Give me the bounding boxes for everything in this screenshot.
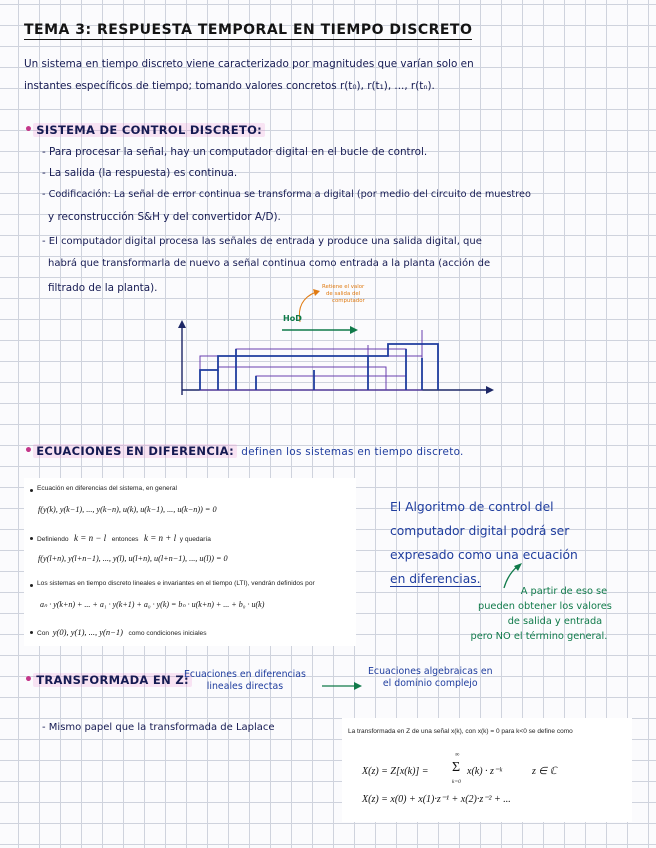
s1-item-3-cont: y reconstrucción S&H y del convertidor A/D).	[48, 211, 281, 223]
snippet-bullet-2: Definiendo k = n − l entonces k = n + l y quedaría	[37, 533, 211, 543]
section-bullet: •	[24, 122, 34, 138]
snippet-bullet-4: Con y(0), y(1), ..., y(n−1) como condiciones iniciales	[37, 627, 207, 637]
s1-item-4-cont: habrá que transformarla de nuevo a señal continua como entrada a la planta (acción de	[48, 258, 491, 269]
z-eq-expansion: X(z) = x(0) + x(1)·z⁻¹ + x(2)·z⁻² + ...	[362, 794, 511, 805]
snippet-bullet-1: Ecuación en diferencias del sistema, en general	[37, 485, 178, 492]
z-domain: z ∈ ℂ	[532, 766, 557, 777]
s1-item-2: - La salida (la respuesta) es continua.	[42, 167, 238, 179]
equation-1: f(y(k), y(k−1), ..., y(k−n), u(k), u(k−1), ..., u(k−n)) = 0	[38, 505, 217, 514]
values-note: A partir de eso se pueden obtener los valores de salida y entrada pero NO el término general.	[470, 586, 612, 642]
diff-eq-label: Ecuaciones en diferencias lineales directas	[184, 669, 306, 692]
equation-3: aₙ · y(k+n) + ... + a₁ · y(k+1) + a₀ · y(k) = bₙ · u(k+n) + ... + b₀ · u(k)	[40, 600, 265, 609]
sum-lower: k=0	[452, 779, 461, 785]
z-eq-rhs: x(k) · z⁻ᵏ	[467, 766, 503, 777]
laplace-item: - Mismo papel que la transformada de Laplace	[42, 722, 275, 733]
z-transform-intro: La transformada en Z de una señal x(k), con x(k) = 0 para k<0 se define como	[348, 728, 573, 735]
sum-symbol: Σ	[452, 760, 461, 775]
s1-item-4-cont-2: filtrado de la planta).	[48, 282, 158, 294]
intro-line-1: Un sistema en tiempo discreto viene caracterizado por magnitudes que varían solo en	[24, 58, 474, 70]
snippet-bullet-3: Los sistemas en tiempo discreto lineales e invariantes en el tiempo (LTI), vendrán definidos por	[37, 580, 315, 587]
z-eq-lhs: X(z) = Z[x(k)] =	[362, 766, 429, 777]
sum-upper: ∞	[455, 752, 460, 758]
page-title: TEMA 3: RESPUESTA TEMPORAL EN TIEMPO DISCRETO	[24, 22, 473, 38]
section-3-heading: • TRANSFORMADA EN Z:	[24, 672, 192, 688]
s1-item-4: - El computador digital procesa las señales de entrada y produce una salida digital, que	[42, 236, 482, 247]
algorithm-note: El Algoritmo de control del computador digital podrá ser expresado como una ecuación en diferencias.	[390, 500, 578, 586]
s1-item-1: - Para procesar la señal, hay un computador digital en el bucle de control.	[42, 146, 428, 158]
equation-2: f(y(l+n), y(l+n−1), ..., y(l), u(l+n), u(l+n−1), ..., u(l)) = 0	[38, 554, 228, 563]
s1-item-3: - Codificación: La señal de error continua se transforma a digital (por medio del circuito de muestreo	[42, 189, 531, 200]
section-2-tail: definen los sistemas en tiempo discreto.	[241, 446, 464, 458]
algebraic-label: Ecuaciones algebraicas en el dominio complejo	[368, 666, 493, 689]
intro-line-2: instantes específicos de tiempo; tomando valores concretos r(t₀), r(t₁), ..., r(tₙ).	[24, 80, 435, 92]
hod-label: HoD	[283, 314, 302, 323]
section-2-heading: • ECUACIONES EN DIFERENCIA: definen los sistemas en tiempo discreto.	[24, 443, 464, 459]
section-1-heading: • SISTEMA DE CONTROL DISCRETO:	[24, 122, 265, 138]
hold-note: Retiene el valor de salida del computador	[322, 284, 365, 304]
